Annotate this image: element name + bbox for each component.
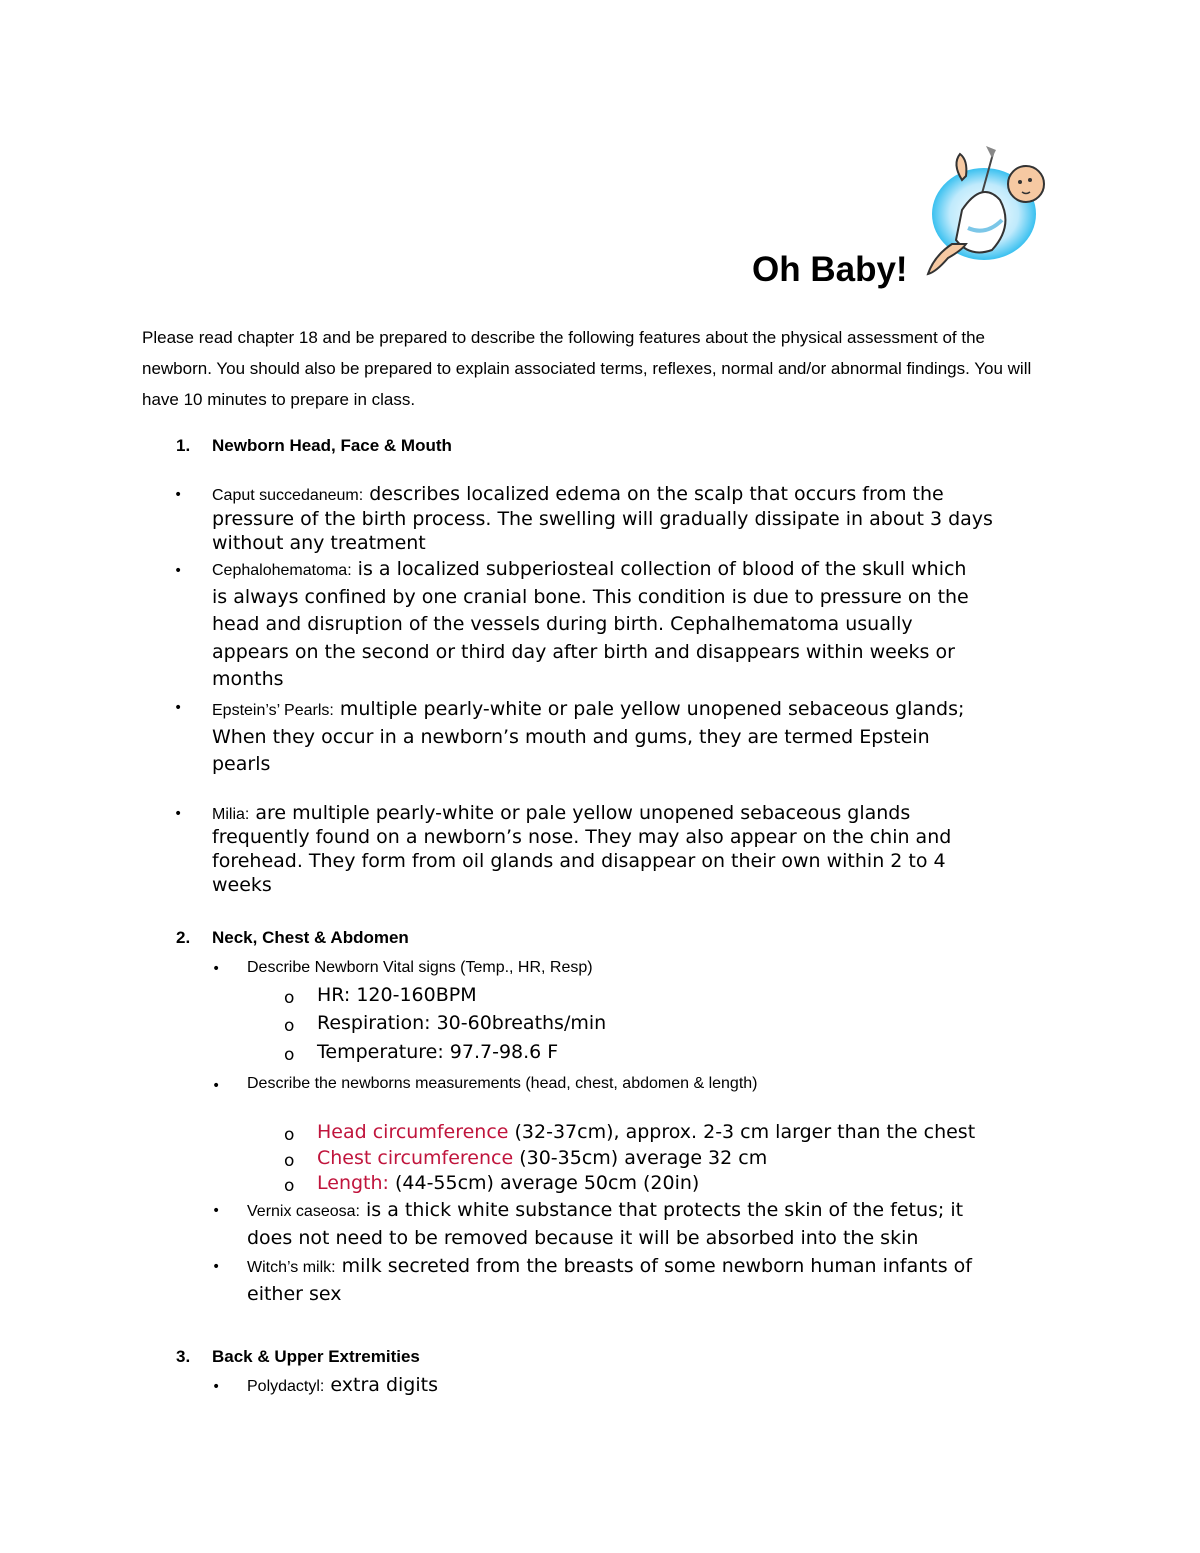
desc-line: frequently found on a newborn’s nose. They may also appear on the chin and: [212, 826, 952, 848]
term-line: [212, 698, 964, 720]
term-label: Witch’s milk:: [247, 1259, 336, 1276]
desc-line: months: [212, 668, 284, 690]
desc-line: appears on the second or third day after birth and disappears within weeks or: [212, 641, 955, 663]
term-desc: are multiple pearly-white or pale yellow unopened sebaceous glands: [249, 802, 911, 824]
measure-name: Length:: [317, 1172, 389, 1194]
baby-clipart-icon: [922, 140, 1062, 280]
desc-line: without any treatment: [212, 532, 426, 554]
section-number: 1.: [176, 436, 191, 455]
section-title: Newborn Head, Face & Mouth: [212, 436, 452, 455]
sub-bullet: o: [284, 1125, 295, 1145]
term-label: Milia:: [212, 806, 250, 823]
measure-label: Describe the newborns measurements (head, chest, abdomen & length): [247, 1075, 758, 1092]
term-line: [212, 483, 944, 505]
measure-name: Head circumference: [317, 1121, 509, 1143]
term-label: Polydactyl:: [247, 1378, 325, 1395]
sub-bullet: o: [284, 988, 295, 1008]
desc-line: forehead. They form from oil glands and disappear on their own within 2 to 4: [212, 850, 946, 872]
vital-item: Temperature: 97.7-98.6 F: [317, 1041, 559, 1063]
desc-line: is always confined by one cranial bone. This condition is due to pressure on the: [212, 586, 969, 608]
vitals-label: Describe Newborn Vital signs (Temp., HR, Resp): [247, 959, 593, 976]
desc-line: pressure of the birth process. The swelling will gradually dissipate in about 3 days: [212, 508, 993, 530]
sub-bullet: o: [284, 1016, 295, 1036]
term-desc: describes localized edema on the scalp that occurs from the: [363, 483, 944, 505]
measure-item: [317, 1147, 767, 1169]
sub-bullet: o: [284, 1176, 295, 1196]
vital-item: Respiration: 30-60breaths/min: [317, 1012, 607, 1034]
term-desc: extra digits: [324, 1374, 438, 1396]
section-title: Back & Upper Extremities: [212, 1347, 420, 1366]
bullet: •: [212, 1203, 221, 1219]
measure-value: (30-35cm) average 32 cm: [513, 1147, 768, 1169]
measure-value: (44-55cm) average 50cm (20in): [388, 1172, 700, 1194]
bullet: •: [174, 487, 183, 503]
measure-item: [317, 1172, 699, 1194]
intro-paragraph: Please read chapter 18 and be prepared to describe the following features about the physical assessment of the newborn. You should also be prepared to explain associated terms, reflexes, normal and/or abnormal findings. You will have 10 minutes to prepare in class.: [142, 328, 1032, 409]
bullet: •: [174, 700, 183, 716]
section-title: Neck, Chest & Abdomen: [212, 928, 409, 947]
term-line: [247, 1199, 963, 1221]
term-line: [212, 558, 966, 580]
term-desc: milk secreted from the breasts of some newborn human infants of: [335, 1255, 972, 1277]
sub-bullet: o: [284, 1045, 295, 1065]
term-label: Epstein’s’ Pearls:: [212, 702, 334, 719]
sub-bullet: o: [284, 1151, 295, 1171]
desc-line: does not need to be removed because it will be absorbed into the skin: [247, 1227, 919, 1249]
bullet: •: [174, 806, 183, 822]
desc-line: head and disruption of the vessels during birth. Cephalhematoma usually: [212, 613, 913, 635]
desc-line: pearls: [212, 753, 271, 775]
section-number: 2.: [176, 928, 191, 947]
term-desc: multiple pearly-white or pale yellow unopened sebaceous glands;: [333, 698, 965, 720]
section-number: 3.: [176, 1347, 191, 1366]
term-desc: is a localized subperiosteal collection of blood of the skull which: [351, 558, 967, 580]
desc-line: weeks: [212, 874, 272, 896]
term-line: [247, 1255, 972, 1277]
term-line: [247, 1374, 438, 1396]
vital-item: HR: 120-160BPM: [317, 984, 477, 1006]
desc-line: When they occur in a newborn’s mouth and gums, they are termed Epstein: [212, 726, 930, 748]
bullet: •: [212, 961, 221, 977]
desc-line: either sex: [247, 1283, 342, 1305]
bullet: •: [212, 1078, 221, 1094]
term-label: Caput succedaneum:: [212, 487, 364, 504]
measure-name: Chest circumference: [317, 1147, 514, 1169]
bullet: •: [212, 1259, 221, 1275]
bullet: •: [212, 1379, 221, 1395]
term-label: Cephalohematoma:: [212, 562, 352, 579]
page-title: Oh Baby!: [752, 250, 908, 289]
measure-value: (32-37cm), approx. 2-3 cm larger than the chest: [508, 1121, 976, 1143]
term-label: Vernix caseosa:: [247, 1203, 360, 1220]
bullet: •: [174, 563, 183, 579]
measure-item: [317, 1121, 975, 1143]
term-desc: is a thick white substance that protects the skin of the fetus; it: [359, 1199, 964, 1221]
term-line: [212, 802, 910, 824]
